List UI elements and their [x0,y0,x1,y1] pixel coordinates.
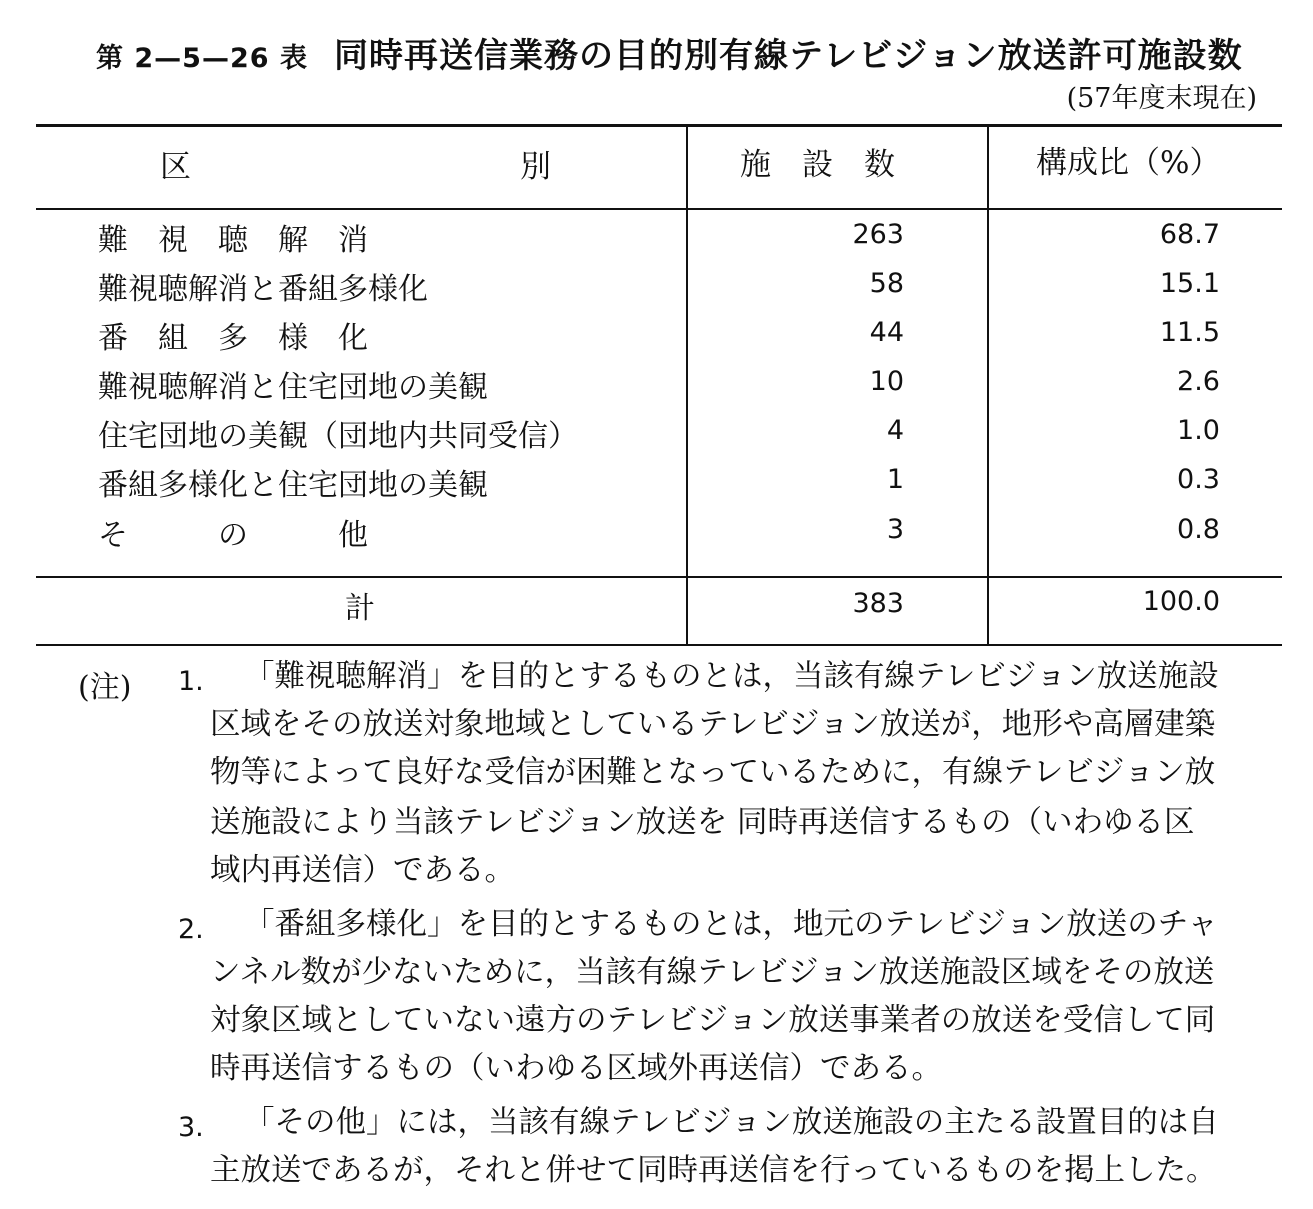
header-category-left: 区 [160,149,191,185]
header-ratio: 構成比（%） [1036,145,1221,181]
table-number: 第 2—5—26 表 [96,43,308,74]
row-label: 難視聴解消と住宅団地の美観 [98,370,488,405]
note-line: 域内再送信）である。 [210,853,515,888]
note-line: 時再送信するもの（いわゆる区域外再送信）である。 [210,1051,942,1086]
note-line: 送施設により当該テレビジョン放送を 同時再送信するもの（いわゆる区 [210,805,1195,840]
note-line: 「難視聴解消」を目的とするものとは，当該有線テレビジョン放送施設 [244,659,1219,694]
table-title-text: 同時再送信業務の目的別有線テレビジョン放送許可施設数 [333,36,1243,76]
total-label: 計 [345,591,375,626]
total-ratio: 100.0 [1142,586,1220,617]
note-line: ンネル数が少ないために，当該有線テレビジョン放送施設区域をその放送 [210,955,1215,990]
column-divider-1 [686,126,688,646]
note-line: 対象区域としていない遠方のテレビジョン放送事業者の放送を受信して同 [210,1003,1216,1038]
table-top-rule [36,124,1282,127]
row-ratio: 68.7 [1159,219,1220,250]
row-facilities: 4 [886,415,904,446]
note-line: 「その他」には，当該有線テレビジョン放送施設の主たる設置目的は自 [244,1105,1219,1140]
row-ratio: 15.1 [1159,268,1220,299]
row-label: 難視聴解消と番組多様化 [98,272,428,307]
row-ratio: 0.8 [1177,514,1220,545]
note-line: 物等によって良好な受信が困難となっているために，有線テレビジョン放 [210,755,1216,790]
row-facilities: 1 [886,464,904,495]
row-label: 難 視 聴 解 消 [98,223,368,258]
row-facilities: 58 [869,268,904,299]
header-facilities: 施 設 数 [740,147,895,183]
row-ratio: 11.5 [1159,317,1220,348]
header-bottom-rule [36,208,1282,210]
row-facilities: 10 [869,366,904,397]
row-ratio: 2.6 [1177,366,1220,397]
date-note: (57年度末現在) [1066,83,1257,114]
header-category-right: 別 [520,149,551,185]
row-facilities: 44 [869,317,904,348]
note-number: 2. [178,914,204,945]
note-line: 主放送であるが，それと併せて同時再送信を行っているものを掲上した。 [210,1153,1217,1188]
total-facilities: 383 [852,588,904,619]
row-facilities: 3 [886,514,904,545]
note-number: 3. [178,1112,204,1143]
note-number: 1. [178,666,204,697]
row-label: 住宅団地の美観（団地内共同受信） [98,419,578,454]
total-top-rule [36,576,1282,578]
notes-label: (注) [78,670,132,705]
row-label: そ の 他 [98,518,368,553]
note-line: 「番組多様化」を目的とするものとは，地元のテレビジョン放送のチャ [244,907,1218,942]
table-bottom-rule [36,644,1282,646]
row-ratio: 0.3 [1177,464,1220,495]
table-title [96,28,1276,77]
row-ratio: 1.0 [1177,415,1220,446]
row-facilities: 263 [852,219,904,250]
column-divider-2 [987,126,989,646]
row-label: 番組多様化と住宅団地の美観 [98,468,488,503]
note-line: 区域をその放送対象地域としているテレビジョン放送が，地形や高層建築 [210,707,1216,742]
row-label: 番 組 多 様 化 [98,321,368,356]
